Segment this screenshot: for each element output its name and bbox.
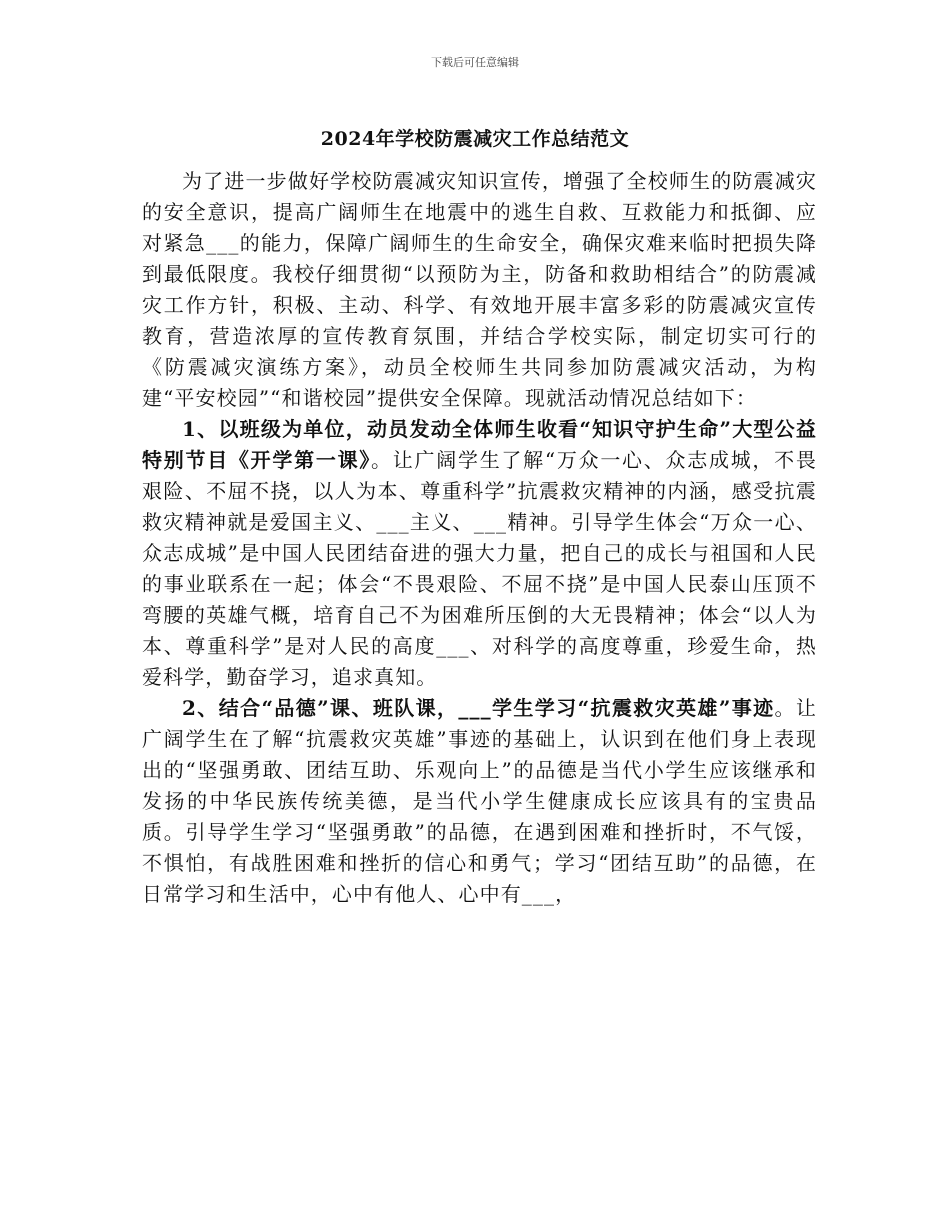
document-body <box>142 166 817 910</box>
document-title: 2024年学校防震减灾工作总结范文 <box>320 128 630 150</box>
intro-paragraph <box>142 166 817 414</box>
intro-paragraph-text: 为了进一步做好学校防震减灾知识宣传，增强了全校师生的防震减灾的安全意识，提高广阔师生在地震中的逃生自救、互救能力和抵御、应对紧急___的能力，保障广阔师生的生命安全，确保灾难来临时把损失降到最低限度。我校仔细贯彻“以预防为主，防备和救助相结合”的防震减灾工作方针，积极、主动、科学、有效地开展丰富多彩的防震减灾宣传教育，营造浓厚的宣传教育氛围，并结合学校实际，制定切实可行的《防震减灾演练方案》，动员全校师生共同参加防震减灾活动，为构建“平安校园”“和谐校园”提供安全保障。现就活动情况总结如下： <box>142 169 817 410</box>
section-1-text: 。让广阔学生了解“万众一心、众志成城，不畏艰险、不屈不挠，以人为本、尊重科学”抗震救灾精神的内涵，感受抗震救灾精神就是爱国主义、___主义、___精神。引导学生体会“万众一心、众志成城”是中国人民团结奋进的强大力量，把自己的成长与祖国和人民的事业联系在一起；体会“不畏艰险、不屈不挠”是中国人民泰山压顶不弯腰的英雄气概，培育自己不为困难所压倒的大无畏精神；体会“以人为本、尊重科学”是对人民的高度___、对科学的高度尊重，珍爱生命，热爱科学，勤奋学习，追求真知。 <box>142 448 817 689</box>
section-2-text: 。让广阔学生在了解“抗震救灾英雄”事迹的基础上，认识到在他们身上表现出的“坚强勇敢、团结互助、乐观向上”的品德是当代小学生应该继承和发扬的中华民族传统美德，是当代小学生健康成长应该具有的宝贵品质。引导学生学习“坚强勇敢”的品德，在遇到困难和挫折时，不气馁，不惧怕，有战胜困难和挫折的信心和勇气；学习“团结互助”的品德，在日常学习和生活中，心中有他人、心中有___， <box>142 696 818 906</box>
page-header: 下载后可任意编辑 <box>431 56 519 69</box>
section-2-paragraph <box>142 693 817 910</box>
section-1-paragraph <box>142 414 817 693</box>
section-2-heading: 2、结合“品德”课、班队课，___学生学习“抗震救灾英雄”事迹 <box>182 696 775 720</box>
section-1-heading: 1、以班级为单位，动员发动全体师生收看“知识守护生命”大型公益特别节目《开学第一课》 <box>142 417 817 472</box>
